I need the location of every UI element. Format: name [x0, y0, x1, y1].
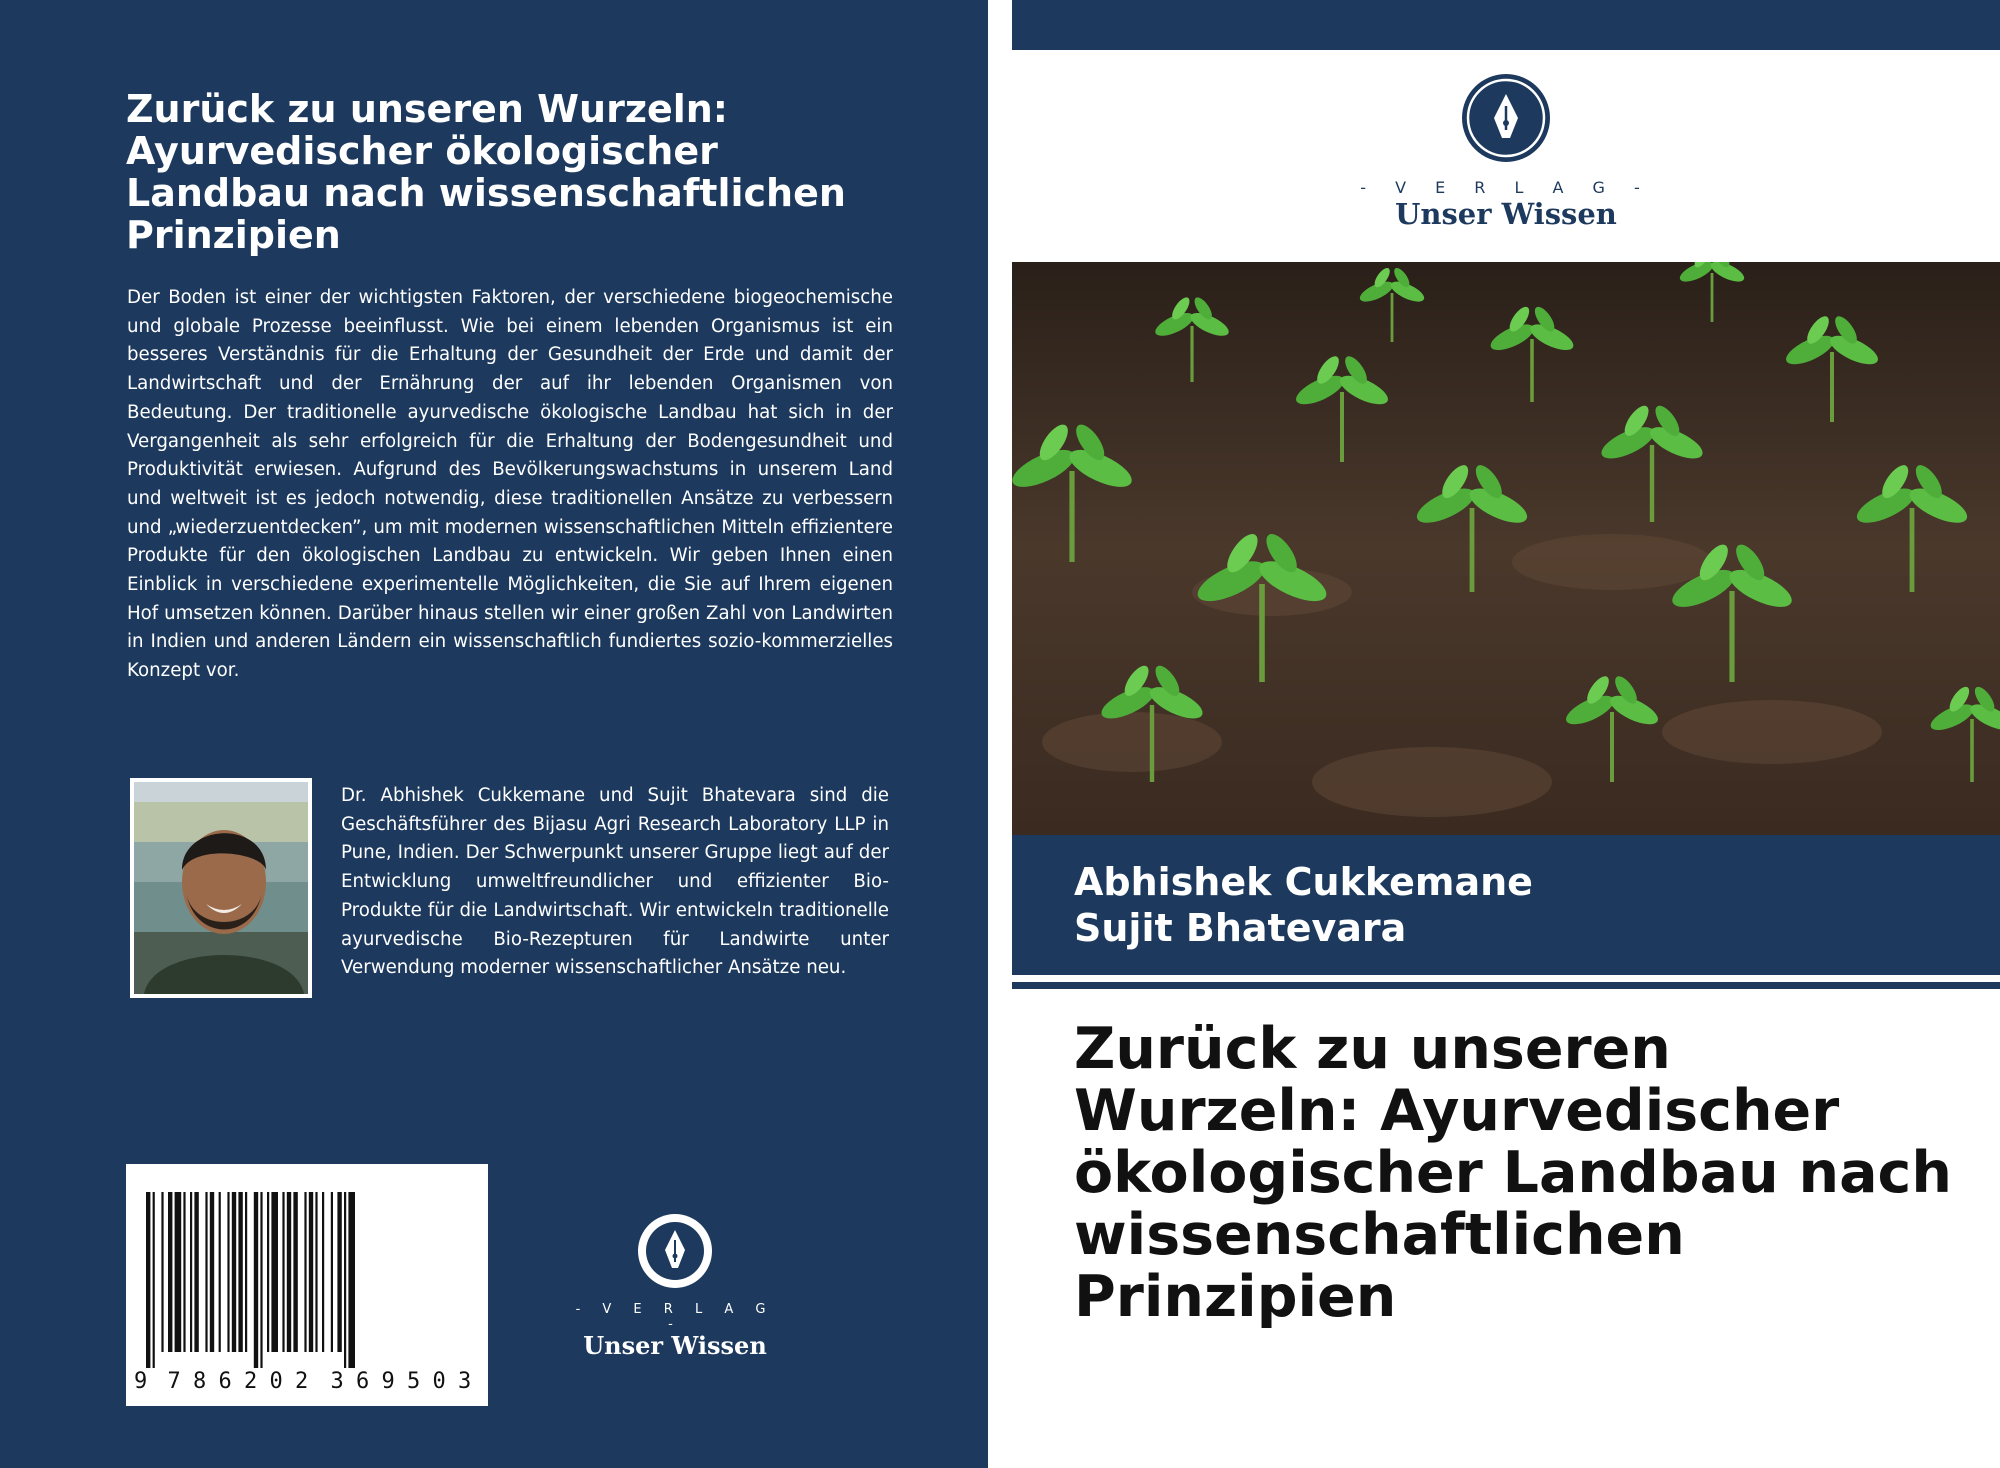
barcode-bar: [238, 1192, 242, 1352]
barcode-bar: [153, 1192, 155, 1368]
barcode-bar: [210, 1192, 214, 1352]
front-cover: [1012, 0, 2000, 1468]
back-publisher-logo: [575, 1212, 775, 1360]
barcode-digit: 8: [193, 1369, 207, 1394]
barcode-digit: 5: [407, 1369, 421, 1394]
barcode-bar: [309, 1192, 313, 1352]
barcode-digit: 6: [356, 1369, 370, 1394]
barcode-digit: 3: [458, 1369, 472, 1394]
fountain-pen-nib-icon: [1460, 72, 1552, 164]
author-bio: Dr. Abhishek Cukkemane und Sujit Bhatevara sind die Geschäftsführer des Bijasu Agri Research Laboratory LLP in Pune, Indien. Der Schwerpunkt unserer Gruppe liegt auf der Entwicklung umweltfreundlicher und effizienter Bio-Produkte für die Landwirtschaft. Wir entwickeln traditionelle ayurvedische Bio-Rezepturen für Landwirte unter Verwendung moderner wissenschaftlicher Ansätze neu.: [341, 785, 889, 979]
barcode-digit: 0: [432, 1369, 446, 1394]
barcode-digit: 2: [244, 1369, 258, 1394]
barcode-bar: [183, 1192, 185, 1352]
front-cover-title: Zurück zu unseren Wurzeln: Ayurvedischer ökologischer Landbau nach wissenschaftlichen Prinzipien: [1074, 1016, 1952, 1330]
barcode-bar: [293, 1192, 297, 1352]
front-publisher-name: Unser Wissen: [1395, 197, 1617, 231]
barcode-bar: [260, 1192, 262, 1368]
barcode-bar: [348, 1192, 355, 1368]
barcode-bar: [146, 1192, 150, 1368]
author-portrait-image: [134, 782, 308, 994]
barcode-bar: [267, 1192, 269, 1352]
barcode-graphic: [126, 1164, 488, 1406]
author-name: Sujit Bhatevara: [1074, 906, 1407, 950]
spine-gap: [988, 0, 1012, 1468]
barcode-digit: 9: [381, 1369, 395, 1394]
barcode-bar: [168, 1192, 172, 1352]
title-divider: [1012, 982, 2000, 989]
seedlings-in-soil-image: [1012, 262, 2000, 835]
front-top-bar: [1012, 0, 2000, 50]
back-cover-title: Zurück zu unseren Wurzeln: Ayurvedischer ökologischer Landbau nach wissenschaftlichen Prinzipien: [126, 87, 846, 257]
barcode-digit: 9: [134, 1369, 148, 1394]
barcode-bar: [190, 1192, 192, 1352]
barcode-bar: [304, 1192, 306, 1352]
barcode-digit: 7: [167, 1369, 181, 1394]
back-publisher-name: Unser Wissen: [583, 1331, 767, 1360]
front-publisher-label: - V E R L A G -: [1360, 178, 1652, 197]
barcode-bar: [227, 1192, 229, 1352]
barcode-bar: [205, 1192, 207, 1352]
barcode-digit: 3: [330, 1369, 344, 1394]
barcode-digit: 6: [218, 1369, 232, 1394]
barcode-bar: [315, 1192, 317, 1352]
author-band: [1012, 835, 2000, 975]
back-cover-blurb: Der Boden ist einer der wichtigsten Faktoren, der verschiedene biogeochemische und globale Prozesse beeinflusst. Wie bei einem lebenden Organismus ist ein besseres Verständnis für die Erhaltung der Gesundheit der Erde und damit der Landwirtschaft und der Ernährung der auf ihr lebenden Organismen von Bedeutung. Der traditionelle ayurvedische ökologische Landbau hat sich in der Vergangenheit als sehr erfolgreich für die Erhaltung der Bodengesundheit und Produktivität erwiesen. Aufgrund des Bevölkerungswachstums in unserem Land und weltweit ist es jedoch notwendig, diese traditionellen Ansätze zu verbessern und „wiederzuentdecken”, um mit modernen wissenschaftlichen Mitteln effizientere Produkte für den ökologischen Landbau zu entwickeln. Wir geben Ihnen einen Einblick in verschiedene experimentelle Möglichkeiten, die Sie auf Ihrem eigenen Hof umsetzen können. Darüber hinaus stellen wir einer großen Zahl von Landwirten in Indien und anderen Ländern ein wissenschaftlich fundiertes sozio-kommerzielles Konzept vor.: [127, 287, 893, 682]
barcode-bar: [331, 1192, 333, 1352]
back-cover: [0, 0, 988, 1468]
barcode-bar: [254, 1192, 258, 1368]
barcode-bar: [232, 1192, 236, 1352]
barcode-bar: [337, 1192, 341, 1352]
back-publisher-label: - V E R L A G -: [575, 1302, 775, 1332]
front-publisher-logo: [1012, 72, 2000, 231]
barcode: [126, 1164, 488, 1406]
barcode-bar: [245, 1192, 247, 1352]
cover-photo-seedlings: [1012, 262, 2000, 835]
author-name: Abhishek Cukkemane: [1074, 860, 1533, 904]
barcode-bar: [219, 1192, 221, 1352]
fountain-pen-nib-icon: [636, 1212, 714, 1290]
barcode-bar: [161, 1192, 163, 1352]
barcode-bar: [282, 1192, 284, 1352]
barcode-bar: [175, 1192, 182, 1352]
barcode-bar: [287, 1192, 291, 1352]
barcode-digit: 0: [269, 1369, 283, 1394]
author-photo: [130, 778, 312, 998]
barcode-bar: [322, 1192, 324, 1352]
barcode-bar: [344, 1192, 346, 1368]
barcode-bar: [271, 1192, 278, 1352]
barcode-digit: 2: [295, 1369, 309, 1394]
barcode-bar: [194, 1192, 198, 1352]
front-authors: [1074, 859, 1533, 951]
